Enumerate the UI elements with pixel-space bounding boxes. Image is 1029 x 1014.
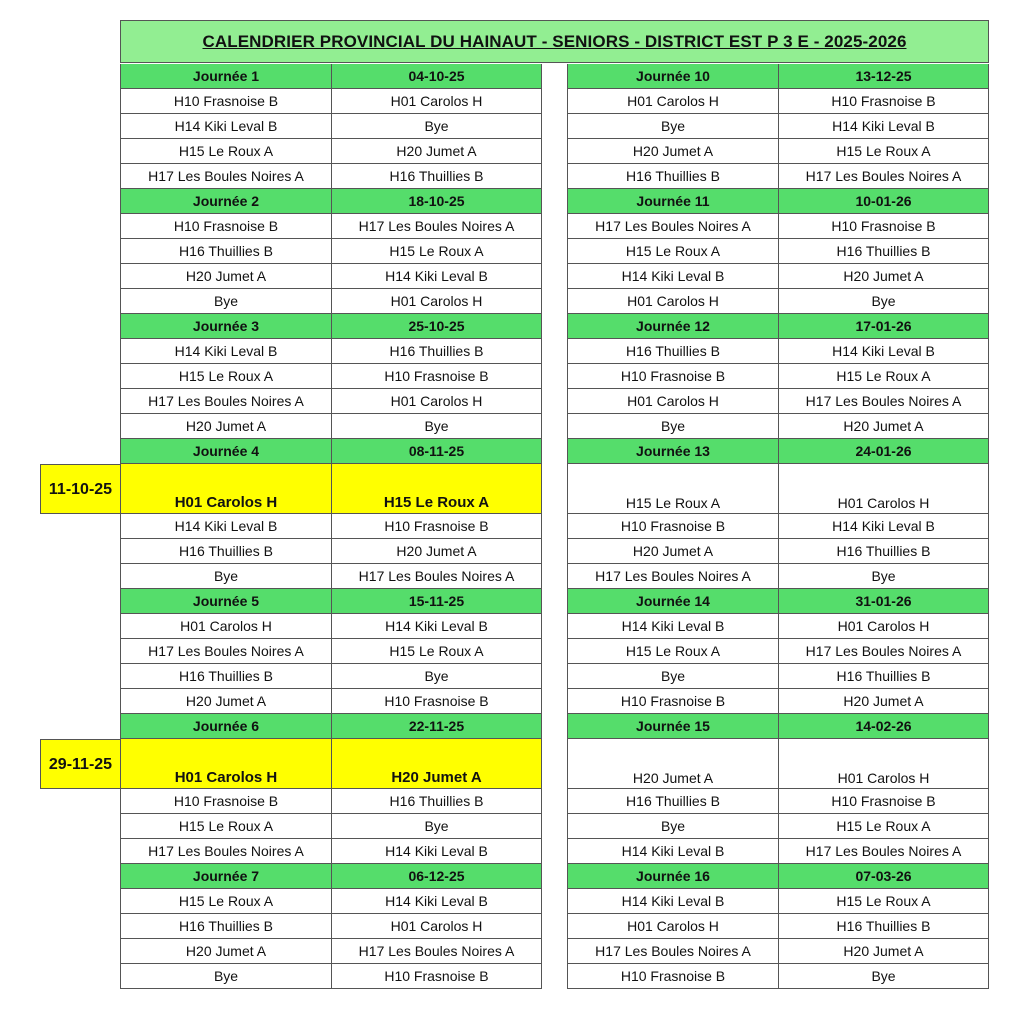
home-team: H20 Jumet A [120, 689, 331, 714]
away-team: H20 Jumet A [778, 414, 989, 439]
away-team: H15 Le Roux A [331, 239, 542, 264]
match-row [120, 514, 542, 539]
match-row [567, 639, 989, 664]
home-team: H15 Le Roux A [120, 889, 331, 914]
home-team: H16 Thuillies B [120, 664, 331, 689]
round-label: Journée 7 [120, 864, 331, 889]
match-row [120, 239, 542, 264]
rescheduled-date-line: 25 [94, 480, 113, 498]
match-row [120, 839, 542, 864]
away-team: H15 Le Roux A [331, 639, 542, 664]
away-team: H01 Carolos H [778, 739, 989, 789]
away-team: Bye [778, 964, 989, 989]
away-team: H20 Jumet A [331, 139, 542, 164]
home-team: H16 Thuillies B [120, 914, 331, 939]
match-row [567, 414, 989, 439]
round-header [120, 864, 542, 889]
match-row [120, 164, 542, 189]
home-team: Bye [567, 114, 778, 139]
match-row [120, 339, 542, 364]
away-team: H10 Frasnoise B [778, 214, 989, 239]
page-title: CALENDRIER PROVINCIAL DU HAINAUT - SENIORS - DISTRICT EST P 3 E - 2025-2026 [120, 20, 989, 63]
home-team: H16 Thuillies B [120, 239, 331, 264]
round-date: 14-02-26 [778, 714, 989, 739]
away-team: H01 Carolos H [778, 464, 989, 514]
home-team: H17 Les Boules Noires A [120, 839, 331, 864]
home-team: H20 Jumet A [120, 414, 331, 439]
away-team: H20 Jumet A [778, 264, 989, 289]
round-label: Journée 4 [120, 439, 331, 464]
match-row [567, 239, 989, 264]
away-team: H14 Kiki Leval B [331, 264, 542, 289]
home-team: H17 Les Boules Noires A [120, 164, 331, 189]
round-header [567, 714, 989, 739]
away-team: H15 Le Roux A [778, 814, 989, 839]
match-row [567, 664, 989, 689]
match-row [120, 939, 542, 964]
home-team: H01 Carolos H [567, 289, 778, 314]
away-team: H17 Les Boules Noires A [778, 639, 989, 664]
round-label: Journée 5 [120, 589, 331, 614]
home-team: H15 Le Roux A [567, 639, 778, 664]
home-team: H20 Jumet A [120, 264, 331, 289]
home-team: Bye [120, 564, 331, 589]
round-date: 07-03-26 [778, 864, 989, 889]
match-row [120, 614, 542, 639]
match-row [567, 289, 989, 314]
away-team: H17 Les Boules Noires A [331, 564, 542, 589]
match-row [120, 539, 542, 564]
home-team: H10 Frasnoise B [120, 214, 331, 239]
away-team: H17 Les Boules Noires A [778, 389, 989, 414]
round-date: 15-11-25 [331, 589, 542, 614]
match-row [567, 389, 989, 414]
match-row [120, 964, 542, 989]
home-team: H17 Les Boules Noires A [567, 564, 778, 589]
away-team: H10 Frasnoise B [331, 514, 542, 539]
match-row [567, 514, 989, 539]
home-team: H17 Les Boules Noires A [120, 639, 331, 664]
home-team: Bye [120, 964, 331, 989]
home-team: H14 Kiki Leval B [567, 264, 778, 289]
schedule-right-column [567, 64, 989, 989]
home-team: H15 Le Roux A [120, 814, 331, 839]
away-team: H16 Thuillies B [778, 539, 989, 564]
home-team: H10 Frasnoise B [567, 514, 778, 539]
away-team: H20 Jumet A [331, 739, 542, 789]
home-team: H14 Kiki Leval B [120, 339, 331, 364]
home-team: H16 Thuillies B [567, 789, 778, 814]
rescheduled-match-row [120, 739, 542, 789]
home-team: H17 Les Boules Noires A [567, 939, 778, 964]
home-team: H01 Carolos H [567, 389, 778, 414]
home-team: Bye [120, 289, 331, 314]
round-date: 06-12-25 [331, 864, 542, 889]
round-header [567, 589, 989, 614]
away-team: H10 Frasnoise B [331, 364, 542, 389]
away-team: H01 Carolos H [331, 914, 542, 939]
away-team: H16 Thuillies B [778, 239, 989, 264]
home-team: H20 Jumet A [567, 539, 778, 564]
round-header [567, 439, 989, 464]
home-team: H16 Thuillies B [567, 339, 778, 364]
home-team: H16 Thuillies B [120, 539, 331, 564]
round-date: 17-01-26 [778, 314, 989, 339]
round-label: Journée 15 [567, 714, 778, 739]
match-row [567, 564, 989, 589]
home-team: H14 Kiki Leval B [567, 889, 778, 914]
away-team: H20 Jumet A [778, 689, 989, 714]
round-date: 24-01-26 [778, 439, 989, 464]
round-header [567, 314, 989, 339]
away-team: H14 Kiki Leval B [778, 114, 989, 139]
round-header [567, 864, 989, 889]
round-label: Journée 6 [120, 714, 331, 739]
away-team: H10 Frasnoise B [331, 964, 542, 989]
match-row [120, 914, 542, 939]
away-team: H15 Le Roux A [331, 464, 542, 514]
home-team: H10 Frasnoise B [567, 364, 778, 389]
round-label: Journée 14 [567, 589, 778, 614]
match-row [120, 564, 542, 589]
round-label: Journée 16 [567, 864, 778, 889]
home-team: H15 Le Roux A [567, 239, 778, 264]
round-header [567, 64, 989, 89]
round-date: 04-10-25 [331, 64, 542, 89]
round-header [120, 189, 542, 214]
away-team: Bye [778, 289, 989, 314]
away-team: H16 Thuillies B [778, 664, 989, 689]
round-header [120, 714, 542, 739]
round-label: Journée 11 [567, 189, 778, 214]
away-team: H10 Frasnoise B [331, 689, 542, 714]
round-header [120, 439, 542, 464]
match-row [120, 789, 542, 814]
round-label: Journée 12 [567, 314, 778, 339]
match-row [567, 89, 989, 114]
round-date: 13-12-25 [778, 64, 989, 89]
home-team: H01 Carolos H [567, 914, 778, 939]
match-row [567, 364, 989, 389]
round-label: Journée 10 [567, 64, 778, 89]
match-row [567, 164, 989, 189]
round-label: Journée 2 [120, 189, 331, 214]
home-team: H14 Kiki Leval B [567, 614, 778, 639]
home-team: H01 Carolos H [120, 739, 331, 789]
round-date: 18-10-25 [331, 189, 542, 214]
home-team: H14 Kiki Leval B [567, 839, 778, 864]
away-team: Bye [331, 814, 542, 839]
away-team: Bye [778, 564, 989, 589]
home-team: H17 Les Boules Noires A [567, 214, 778, 239]
rescheduled-date-line: 29-11- [48, 755, 95, 773]
away-team: H17 Les Boules Noires A [331, 939, 542, 964]
away-team: H15 Le Roux A [778, 139, 989, 164]
rescheduled-match-row [120, 464, 542, 514]
round-date: 22-11-25 [331, 714, 542, 739]
match-row [120, 639, 542, 664]
home-team: H20 Jumet A [120, 939, 331, 964]
round-header [120, 314, 542, 339]
match-row [567, 789, 989, 814]
away-team: H17 Les Boules Noires A [778, 164, 989, 189]
home-team: H16 Thuillies B [567, 164, 778, 189]
match-row [120, 414, 542, 439]
match-row [567, 464, 989, 514]
match-row [567, 814, 989, 839]
home-team: H14 Kiki Leval B [120, 114, 331, 139]
away-team: H01 Carolos H [331, 389, 542, 414]
round-label: Journée 3 [120, 314, 331, 339]
home-team: H20 Jumet A [567, 739, 778, 789]
match-row [567, 914, 989, 939]
rescheduled-date-badge [40, 739, 121, 789]
match-row [120, 364, 542, 389]
away-team: H01 Carolos H [331, 289, 542, 314]
away-team: H14 Kiki Leval B [331, 889, 542, 914]
home-team: H20 Jumet A [567, 139, 778, 164]
round-date: 25-10-25 [331, 314, 542, 339]
match-row [567, 964, 989, 989]
away-team: H14 Kiki Leval B [778, 339, 989, 364]
home-team: H10 Frasnoise B [567, 689, 778, 714]
rescheduled-date-line: 25 [94, 755, 113, 773]
match-row [120, 264, 542, 289]
away-team: H10 Frasnoise B [778, 789, 989, 814]
round-date: 31-01-26 [778, 589, 989, 614]
away-team: H01 Carolos H [331, 89, 542, 114]
away-team: H14 Kiki Leval B [778, 514, 989, 539]
match-row [567, 889, 989, 914]
rescheduled-date-line: 11-10- [48, 480, 95, 498]
match-row [567, 114, 989, 139]
home-team: H01 Carolos H [567, 89, 778, 114]
away-team: H15 Le Roux A [778, 889, 989, 914]
match-row [120, 664, 542, 689]
away-team: Bye [331, 414, 542, 439]
home-team: H15 Le Roux A [120, 139, 331, 164]
match-row [120, 289, 542, 314]
away-team: Bye [331, 114, 542, 139]
away-team: Bye [331, 664, 542, 689]
away-team: H16 Thuillies B [331, 789, 542, 814]
round-date: 08-11-25 [331, 439, 542, 464]
match-row [120, 889, 542, 914]
away-team: H16 Thuillies B [331, 164, 542, 189]
match-row [567, 939, 989, 964]
match-row [120, 139, 542, 164]
home-team: Bye [567, 664, 778, 689]
home-team: H10 Frasnoise B [120, 89, 331, 114]
away-team: H20 Jumet A [778, 939, 989, 964]
match-row [567, 539, 989, 564]
home-team: Bye [567, 414, 778, 439]
round-header [567, 189, 989, 214]
match-row [567, 339, 989, 364]
away-team: H01 Carolos H [778, 614, 989, 639]
away-team: H14 Kiki Leval B [331, 839, 542, 864]
away-team: H17 Les Boules Noires A [331, 214, 542, 239]
match-row [120, 214, 542, 239]
match-row [120, 389, 542, 414]
home-team: H15 Le Roux A [567, 464, 778, 514]
round-date: 10-01-26 [778, 189, 989, 214]
away-team: H15 Le Roux A [778, 364, 989, 389]
home-team: H10 Frasnoise B [120, 789, 331, 814]
rescheduled-date-badge [40, 464, 121, 514]
home-team: H15 Le Roux A [120, 364, 331, 389]
round-header [120, 589, 542, 614]
away-team: H16 Thuillies B [331, 339, 542, 364]
schedule-left-column [120, 64, 542, 989]
match-row [567, 839, 989, 864]
match-row [567, 214, 989, 239]
match-row [120, 814, 542, 839]
home-team: H01 Carolos H [120, 614, 331, 639]
home-team: H14 Kiki Leval B [120, 514, 331, 539]
match-row [567, 689, 989, 714]
home-team: H10 Frasnoise B [567, 964, 778, 989]
match-row [567, 139, 989, 164]
home-team: H01 Carolos H [120, 464, 331, 514]
round-label: Journée 1 [120, 64, 331, 89]
match-row [567, 739, 989, 789]
match-row [567, 264, 989, 289]
round-label: Journée 13 [567, 439, 778, 464]
home-team: Bye [567, 814, 778, 839]
home-team: H17 Les Boules Noires A [120, 389, 331, 414]
away-team: H17 Les Boules Noires A [778, 839, 989, 864]
match-row [567, 614, 989, 639]
away-team: H10 Frasnoise B [778, 89, 989, 114]
away-team: H14 Kiki Leval B [331, 614, 542, 639]
away-team: H20 Jumet A [331, 539, 542, 564]
away-team: H16 Thuillies B [778, 914, 989, 939]
match-row [120, 114, 542, 139]
match-row [120, 89, 542, 114]
round-header [120, 64, 542, 89]
match-row [120, 689, 542, 714]
